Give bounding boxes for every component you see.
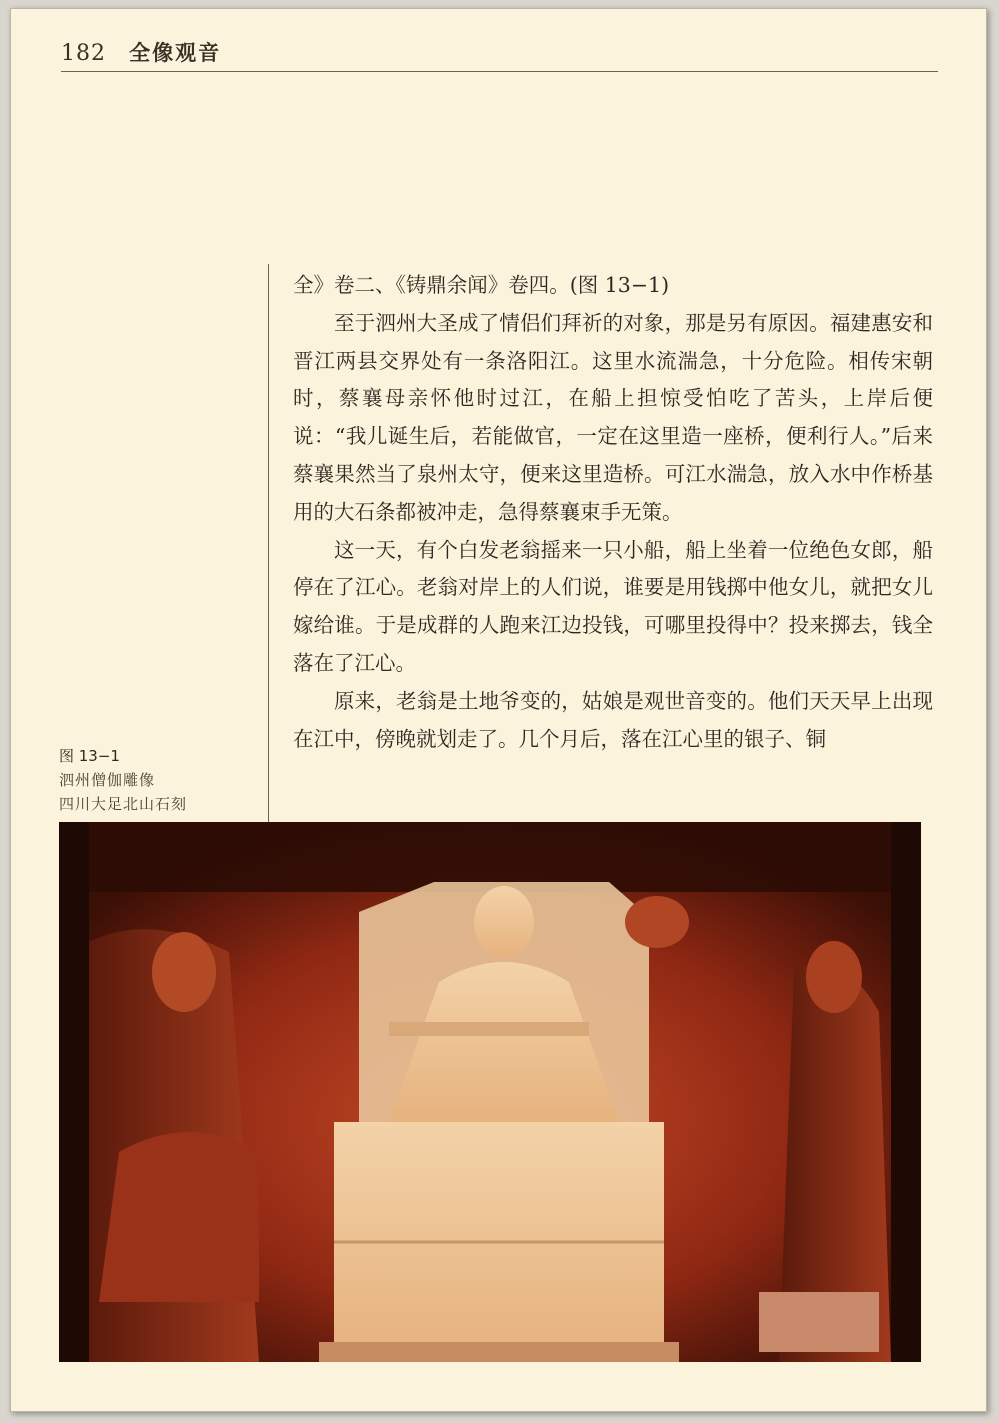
figure-number: 图 13−1: [59, 747, 120, 765]
column-divider: [268, 264, 269, 829]
figure-caption: [59, 744, 259, 816]
pedestal-base: [319, 1342, 679, 1362]
paragraph-1: 全》卷二、《铸鼎余闻》卷四。(图 13−1): [293, 273, 670, 297]
right-edge: [891, 822, 921, 1362]
statue-table: [389, 1022, 589, 1036]
right-attendant-head: [806, 941, 862, 1013]
paragraph-4: 原来，老翁是土地爷变的，姑娘是观世音变的。他们天天早上出现在江中，傍晚就划走了。几个月后，落在江心里的银子、铜: [293, 688, 933, 751]
right-pedestal: [759, 1292, 879, 1352]
caption-source: 四川大足北山石刻: [59, 795, 188, 813]
paragraph-2: 至于泗州大圣成了情侣们拜祈的对象，那是另有原因。福建惠安和晋江两县交界处有一条洛阳江。这里水流湍急，十分危险。相传宋朝时，蔡襄母亲怀他时过江，在船上担惊受怕吃了苦头，上岸后便说：“我儿诞生后，若能做官，一定在这里造一座桥，便利行人。”后来蔡襄果然当了泉州太守，便来这里造桥。可江水湍急，放入水中作桥基用的大石条都被冲走，急得蔡襄束手无策。: [293, 310, 933, 524]
header-rule: [61, 71, 938, 72]
statue-illustration: [59, 822, 921, 1362]
halo-ornament: [625, 896, 689, 948]
caption-title: 泗州僧伽雕像: [59, 771, 156, 789]
book-title: 全像观音: [129, 40, 222, 65]
page-number: 182: [61, 41, 106, 66]
page: [10, 8, 987, 1412]
running-head: [61, 37, 221, 67]
cave-ceiling: [59, 822, 921, 892]
figure-photo: [59, 822, 921, 1362]
left-edge: [59, 822, 89, 1362]
paragraph-3: 这一天，有个白发老翁摇来一只小船，船上坐着一位绝色女郎，船停在了江心。老翁对岸上的人们说，谁要是用钱掷中他女儿，就把女儿嫁给谁。于是成群的人跑来江边投钱，可哪里投得中？投来掷去，钱全落在了江心。: [293, 537, 933, 675]
left-monk-lap: [99, 1132, 259, 1302]
body-text: [293, 267, 933, 758]
statue-pedestal: [334, 1122, 664, 1352]
left-monk-head: [152, 932, 216, 1012]
statue-head: [474, 886, 534, 958]
